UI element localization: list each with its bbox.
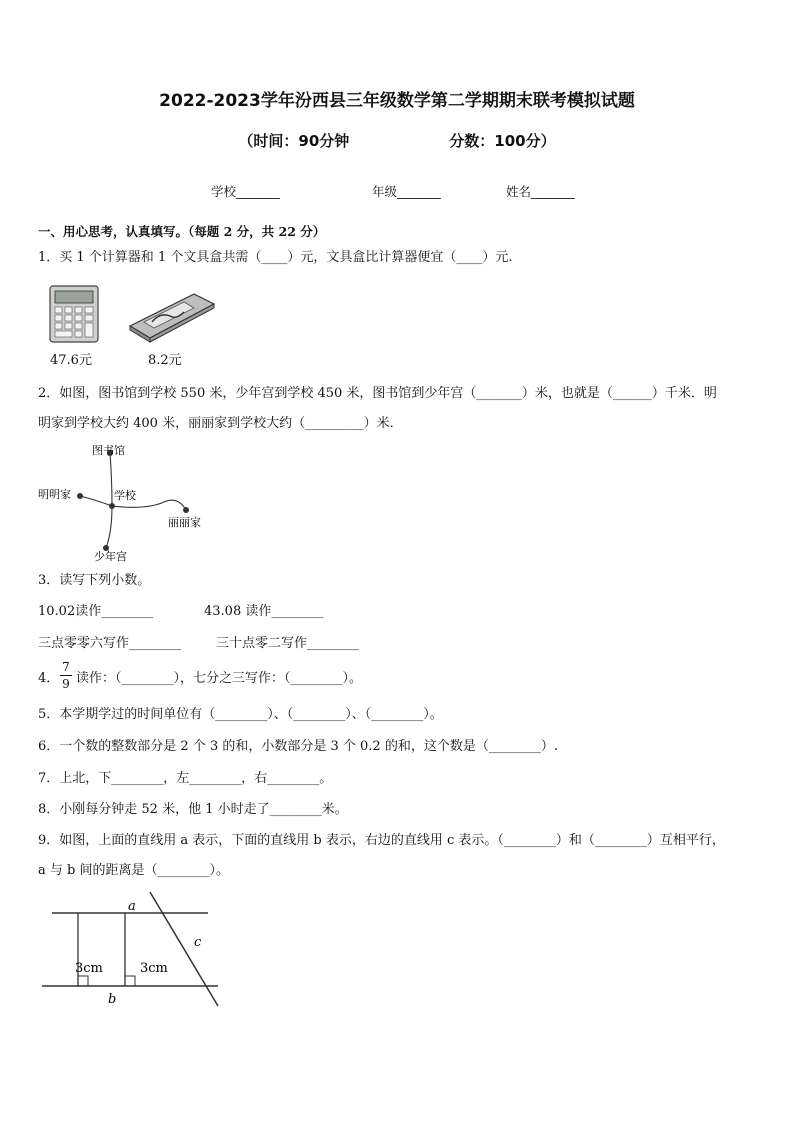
name-field: 姓名_______ bbox=[506, 184, 575, 199]
page-title: 2022-2023学年汾西县三年级数学第二学期期末联考模拟试题 bbox=[159, 91, 635, 111]
question-3-title: 3．读写下列小数。 bbox=[38, 573, 151, 588]
q2-map-figure bbox=[36, 440, 226, 565]
question-5: 5．本学期学过的时间单位有（________）、（________）、（________）。 bbox=[38, 707, 443, 722]
question-1: 1．买 1 个计算器和 1 个文具盒共需（____）元，文具盒比计算器便宜（____）元. bbox=[38, 250, 513, 265]
fraction-seven-ninths bbox=[60, 660, 72, 691]
label-li-home: 丽丽家 bbox=[168, 516, 201, 529]
time-limit: （时间：90分钟 bbox=[238, 132, 350, 150]
li-home-dot bbox=[183, 507, 189, 513]
question-3-d: 三十点零二写作________ bbox=[216, 636, 360, 651]
fraction-bar bbox=[60, 675, 72, 676]
question-3-a: 10.02读作________ bbox=[38, 604, 154, 619]
label-library: 图书馆 bbox=[92, 444, 125, 457]
question-8: 8．小刚每分钟走 52 米，他 1 小时走了________米。 bbox=[38, 802, 348, 817]
calculator-image bbox=[50, 286, 98, 342]
question-4-text: 读作：（________），七分之三写作：（________）。 bbox=[76, 671, 363, 686]
label-a: a bbox=[128, 899, 136, 914]
label-length-2: 3cm bbox=[140, 961, 168, 976]
label-b: b bbox=[108, 992, 117, 1007]
question-6: 6．一个数的整数部分是 2 个 3 的和，小数部分是 3 个 0.2 的和，这个数是（________）. bbox=[38, 739, 558, 754]
question-7: 7．上北，下________，左________，右________。 bbox=[38, 771, 333, 786]
grade-field: 年级_______ bbox=[372, 184, 441, 199]
q9-parallel-lines-figure bbox=[38, 888, 228, 1013]
label-youth-palace: 少年宫 bbox=[94, 550, 127, 563]
ming-home-dot bbox=[77, 493, 83, 499]
calculator-price: 47.6元 bbox=[50, 353, 92, 368]
question-3-b: 43.08 读作________ bbox=[204, 604, 324, 619]
label-school: 学校 bbox=[114, 489, 136, 502]
fraction-denominator: 9 bbox=[62, 677, 70, 691]
question-2-line-2: 明家到学校大约 400 米，丽丽家到学校大约（_________）米． bbox=[38, 416, 403, 431]
pencil-box-image bbox=[130, 294, 214, 342]
school-dot bbox=[109, 503, 115, 509]
question-4-number: 4． bbox=[38, 671, 60, 686]
question-2-line-1: 2．如图，图书馆到学校 550 米，少年宫到学校 450 米，图书馆到少年宫（_______）米，也就是（______）千米．明 bbox=[38, 386, 717, 401]
q1-figure bbox=[44, 282, 224, 344]
pencil-box-price: 8.2元 bbox=[148, 353, 182, 368]
line-c bbox=[150, 892, 218, 1006]
question-9-line-1: 9．如图，上面的直线用 a 表示，下面的直线用 b 表示，右边的直线用 c 表示。（________）和（________）互相平行， bbox=[38, 833, 725, 848]
school-field: 学校_______ bbox=[211, 184, 280, 199]
total-score: 分数：100分） bbox=[449, 132, 556, 150]
exam-subtitle bbox=[0, 130, 794, 151]
fraction-numerator: 7 bbox=[62, 660, 70, 674]
section-heading: 一、用心思考，认真填写。（每题 2 分，共 22 分） bbox=[38, 224, 326, 239]
question-3-c: 三点零零六写作________ bbox=[38, 636, 182, 651]
label-c: c bbox=[194, 935, 202, 950]
label-length-1: 3cm bbox=[75, 961, 103, 976]
question-9-line-2: a 与 b 间的距离是（________）。 bbox=[38, 863, 229, 878]
label-ming-home: 明明家 bbox=[38, 488, 71, 501]
